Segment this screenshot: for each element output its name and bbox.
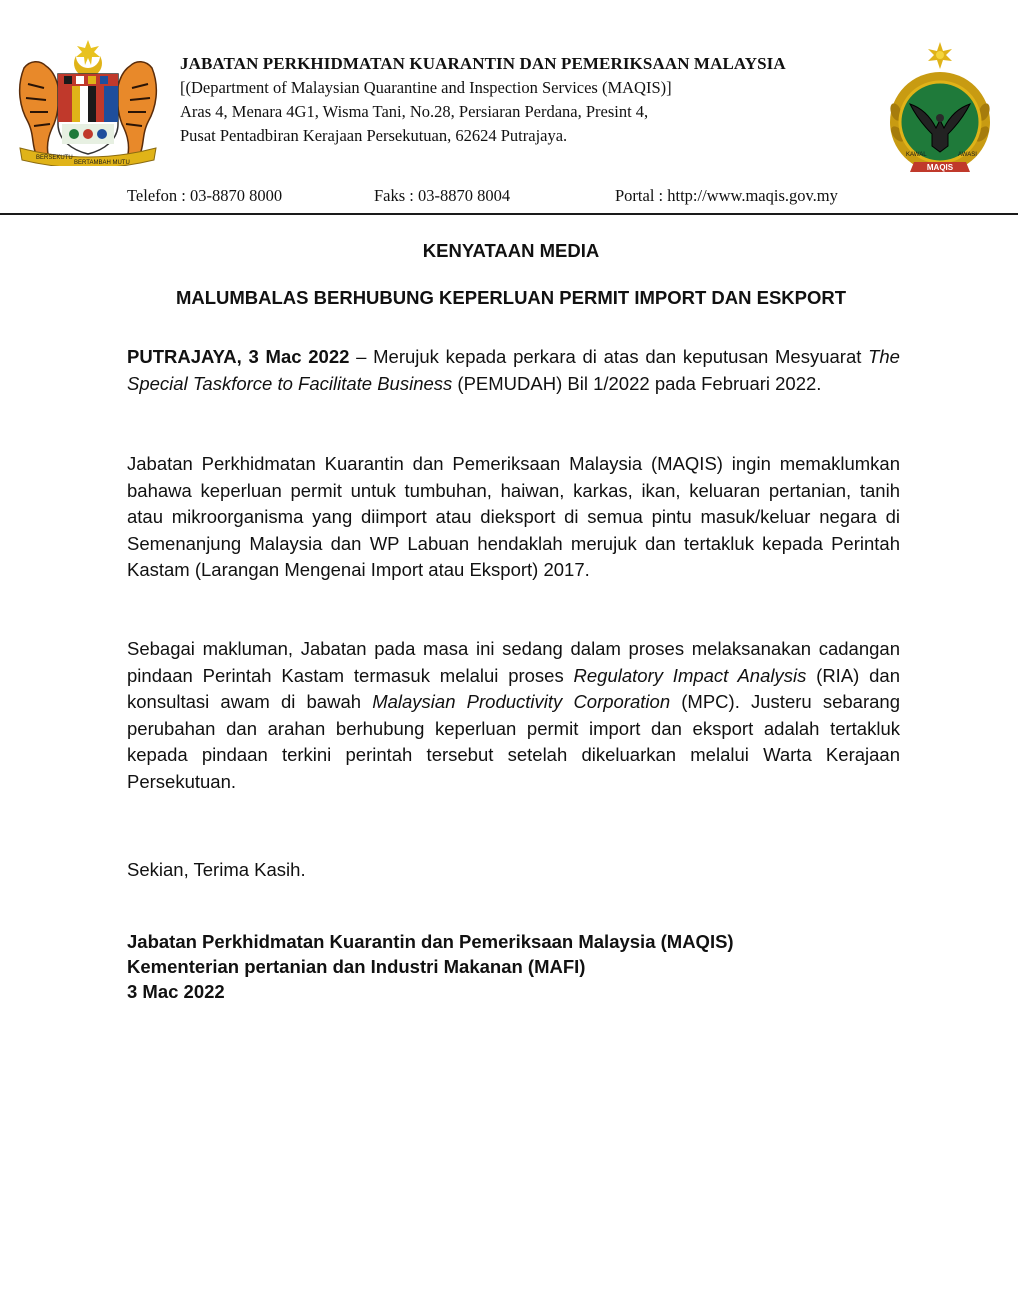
signature-ministry: Kementerian pertanian dan Industri Makanan (MAFI) <box>127 956 586 977</box>
paragraph-intro: PUTRAJAYA, 3 Mac 2022 – Merujuk kepada perkara di atas dan keputusan Mesyuarat The Special Taskforce to Facilitate Business (PEMUDAH) Bil 1/2022 pada Februari 2022. <box>127 346 900 394</box>
dateline: PUTRAJAYA, 3 Mac 2022 <box>127 346 350 367</box>
organization-block <box>180 52 786 148</box>
document-title: MALUMBALAS BERHUBUNG KEPERLUAN PERMIT IMPORT DAN ESKPORT <box>175 287 847 308</box>
letterhead-divider <box>0 213 1018 215</box>
fax-number: Faks : 03-8870 8004 <box>374 186 511 205</box>
address-line-2: Pusat Pentadbiran Kerajaan Persekutuan, 62624 Putrajaya. <box>180 126 568 145</box>
signature-department: Jabatan Perkhidmatan Kuarantin dan Pemeriksaan Malaysia (MAQIS) <box>127 931 734 952</box>
maqis-ring-left: KAWAL <box>906 152 927 158</box>
organization-name-english: [(Department of Malaysian Quarantine and Inspection Services (MAQIS)] <box>180 78 672 97</box>
paragraph-permit-requirement: Jabatan Perkhidmatan Kuarantin dan Pemeriksaan Malaysia (MAQIS) ingin memaklumkan bahawa keperluan permit untuk tumbuhan, haiwan, karkas, ikan, keluaran pertanian, tanih atau mikroorganisma yang diimport atau dieksport di semua pintu masuk/keluar negara di Semenanjung Malaysia dan WP Labuan hendaklah merujuk dan tertakluk kepada Perintah Kastam (Larangan Mengenai Import atau Eksport) 2017. <box>127 453 900 580</box>
crest-motto-right: BERTAMBAH MUTU <box>74 160 130 166</box>
signature-block <box>127 929 734 1004</box>
maqis-ring-right: AWASI <box>958 152 977 158</box>
closing-line: Sekian, Terima Kasih. <box>127 859 306 880</box>
organization-name: JABATAN PERKHIDMATAN KUARANTIN DAN PEMERIKSAAN MALAYSIA <box>180 54 786 73</box>
meeting-name: The Special Taskforce to Facilitate Business <box>127 346 900 394</box>
portal-link[interactable]: Portal : http://www.maqis.gov.my <box>615 186 838 205</box>
crest-motto-left: BERSEKUTU <box>36 155 73 161</box>
maqis-logo-label: MAQIS <box>926 163 954 172</box>
paragraph-amendment-process: Sebagai makluman, Jabatan pada masa ini sedang dalam proses melaksanakan cadangan pindaan Perintah Kastam termasuk melalui proses Regulatory Impact Analysis (RIA) dan konsultasi awam di bawah Malaysian Productivity Corporation (MPC). Justeru sebarang perubahan dan arahan berhubung keperluan permit import dan eksport adalah tertakluk kepada pindaan terkini perintah tersebut setelah dikeluarkan melalui Warta Kerajaan Persekutuan. <box>127 638 900 792</box>
letterhead <box>0 0 1022 220</box>
telephone-number: Telefon : 03-8870 8000 <box>127 186 283 205</box>
signature-date: 3 Mac 2022 <box>127 981 225 1002</box>
maqis-logo <box>884 42 996 176</box>
media-statement-heading: KENYATAAN MEDIA <box>422 240 600 261</box>
malaysia-coat-of-arms-logo <box>14 38 162 166</box>
address-line-1: Aras 4, Menara 4G1, Wisma Tani, No.28, Persiaran Perdana, Presint 4, <box>180 102 649 121</box>
